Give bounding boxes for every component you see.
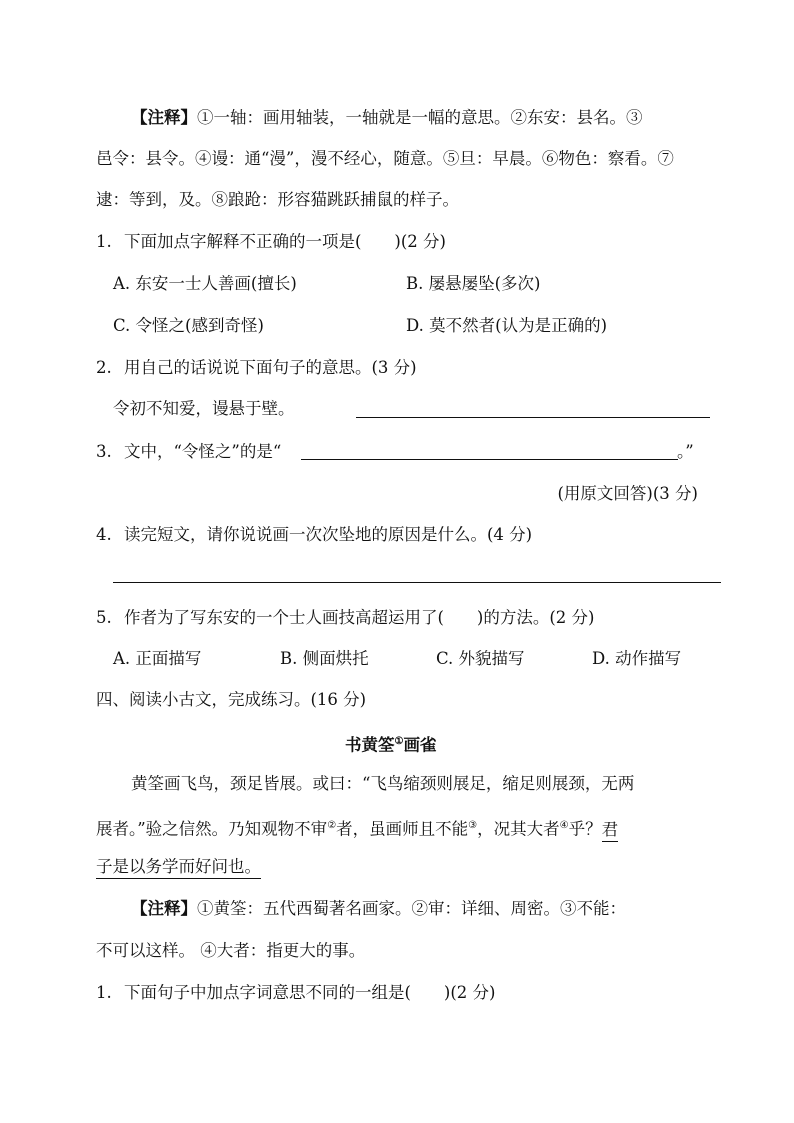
section-heading: 四、阅读小古文，完成练习。(16 分) bbox=[96, 690, 367, 709]
question-text: 下面句子中加点字词意思不同的一组是( )(2 分) bbox=[124, 983, 496, 1002]
question-number: 1. bbox=[96, 232, 112, 251]
underlined-text: 子是以务学而好问也。 bbox=[96, 857, 261, 879]
question-text: 下面加点字解释不正确的一项是( )(2 分) bbox=[124, 232, 446, 251]
question-text: 作者为了写东安的一个士人画技高超运用了( )的方法。(2 分) bbox=[124, 608, 595, 627]
annotation-line: 逮：等到，及。⑧踉跄：形容猫跳跃捕鼠的样子。 bbox=[96, 190, 459, 209]
question-number: 4. bbox=[96, 525, 112, 544]
question-6 bbox=[96, 982, 496, 1004]
quoted-sentence: 令初不知爱，谩悬于壁。 bbox=[113, 399, 295, 418]
question-number: 1. bbox=[96, 983, 112, 1002]
option-a: A. 正面描写 bbox=[113, 649, 202, 668]
annotation-paragraph-2 bbox=[131, 898, 626, 920]
annotation-label: 【注释】 bbox=[131, 899, 197, 918]
passage-title: 书黄筌①画雀 bbox=[345, 735, 437, 755]
question-2 bbox=[96, 357, 417, 379]
question-number: 2. bbox=[96, 358, 112, 377]
question-text: 读完短文，请你说说画一次次坠地的原因是什么。(4 分) bbox=[124, 525, 533, 544]
underlined-text: 君 bbox=[602, 820, 619, 842]
question-number: 5. bbox=[96, 608, 112, 627]
passage-line: 黄筌画飞鸟，颈足皆展。或曰：“飞鸟缩颈则展足，缩足则展颈，无两 bbox=[131, 774, 635, 793]
option-d: D. 莫不然者(认为是正确的) bbox=[406, 316, 608, 335]
annotation-label: 【注释】 bbox=[131, 108, 197, 127]
option-b: B. 侧面烘托 bbox=[280, 649, 369, 668]
question-suffix: 。” bbox=[677, 442, 694, 461]
annotation-line: 不可以这样。 ④大者：指更大的事。 bbox=[96, 941, 366, 960]
answer-line[interactable] bbox=[113, 582, 721, 583]
question-number: 3. bbox=[96, 442, 112, 461]
question-prefix: 文中，“令怪之”的是“ bbox=[124, 442, 282, 461]
option-a: A. 东安一士人善画(擅长) bbox=[113, 274, 297, 293]
annotation-line: 邑令：县令。④谩：通“漫”，漫不经心，随意。⑤旦：早晨。⑥物色：察看。⑦ bbox=[96, 149, 674, 168]
question-3 bbox=[96, 441, 281, 463]
question-1 bbox=[96, 231, 446, 253]
annotation-paragraph-1 bbox=[131, 107, 643, 129]
option-b: B. 屡悬屡坠(多次) bbox=[406, 274, 541, 293]
annotation-text: ①一轴：画用轴装，一轴就是一幅的意思。②东安：县名。③ bbox=[197, 108, 643, 127]
answer-instruction: (用原文回答)(3 分) bbox=[557, 484, 698, 503]
answer-line[interactable] bbox=[301, 459, 678, 460]
option-c: C. 令怪之(感到奇怪) bbox=[113, 316, 264, 335]
question-5 bbox=[96, 607, 595, 629]
question-text: 用自己的话说说下面句子的意思。(3 分) bbox=[124, 358, 417, 377]
passage-line: 展者。”验之信然。乃知观物不审②者，虽画师且不能③，况其大者④乎？君 bbox=[96, 815, 618, 841]
passage-line bbox=[96, 856, 261, 878]
question-4 bbox=[96, 524, 532, 546]
annotation-text: ①黄筌：五代西蜀著名画家。②审：详细、周密。③不能： bbox=[197, 899, 626, 918]
answer-line[interactable] bbox=[356, 417, 710, 418]
option-d: D. 动作描写 bbox=[592, 649, 682, 668]
option-c: C. 外貌描写 bbox=[436, 649, 525, 668]
